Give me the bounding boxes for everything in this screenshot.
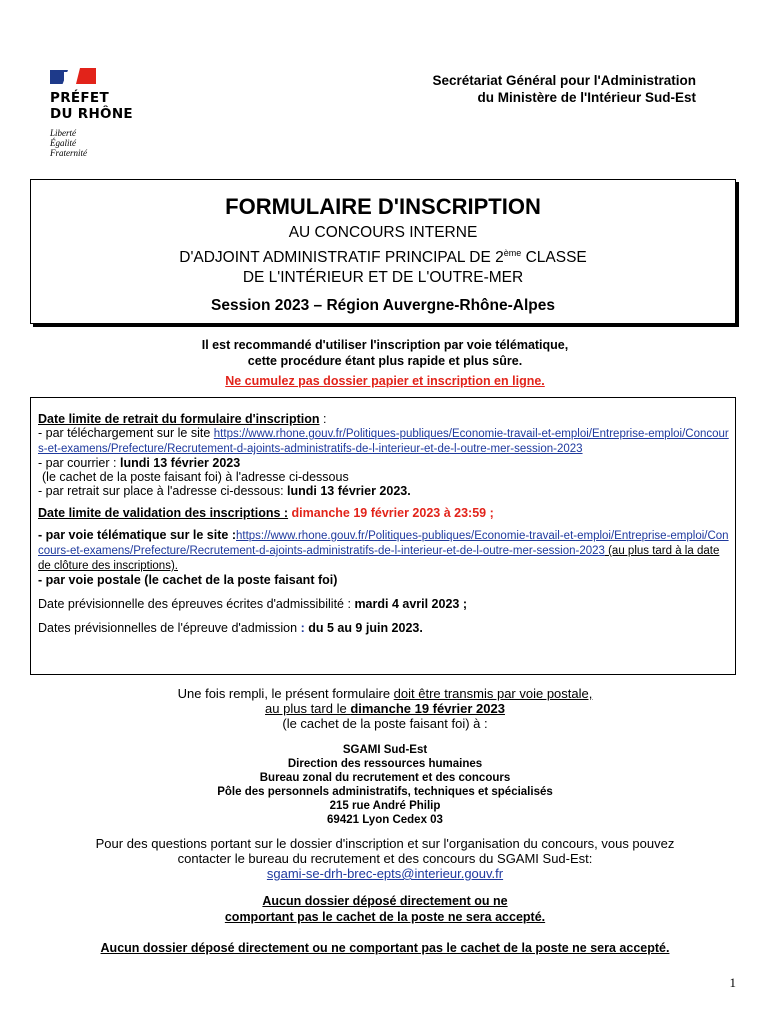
questions-line1: Pour des questions portant sur le dossier d'inscription et sur l'organisation du concours, vous pouvez xyxy=(95,836,675,851)
contact-email-link[interactable]: sgami-se-drh-brec-epts@interieur.gouv.fr xyxy=(266,866,504,881)
issuer-line1: Secrétariat Général pour l'Administration xyxy=(432,73,696,88)
questions-line2: contacter le bureau du recrutement et des concours du SGAMI Sud-Est: xyxy=(177,851,593,866)
after-line2: au plus tard le dimanche 19 février 2023 xyxy=(265,701,505,716)
validation-line: Date limite de validation des inscriptions : dimanche 19 février 2023 à 23:59 ; xyxy=(38,506,494,520)
telematique-line: - par voie télématique sur le site :https://www.rhone.gouv.fr/Politiques-publiques/Economie-travail-et-emploi/Entreprise-emploi/Concours-et-examens/Prefecture/Recrutement-d-ajoints-administratifs-de-l-interieur-et-de-l-outre-mer-session-2023 (au plus tard à la date de clôture des inscriptions). xyxy=(38,528,729,572)
issuer-header xyxy=(432,72,696,106)
address-line: Direction des ressources humaines xyxy=(287,758,483,770)
address-line: SGAMI Sud-Est xyxy=(342,744,428,756)
motto-egalite: Égalité xyxy=(50,138,76,148)
postal-address xyxy=(0,743,770,827)
recommendation-line1: Il est recommandé d'utiliser l'inscription par voie télématique, xyxy=(201,338,569,352)
notice1-line1: Aucun dossier déposé directement ou ne xyxy=(262,894,508,908)
session-title: Session 2023 – Région Auvergne-Rhône-Alpes xyxy=(211,297,555,315)
title-line2: D'ADJOINT ADMINISTRATIF PRINCIPAL DE 2ème CLASSE xyxy=(179,248,587,267)
address-line: 69421 Lyon Cedex 03 xyxy=(327,814,443,826)
notice-centered xyxy=(0,893,770,925)
postale-line: - par voie postale (le cachet de la poste faisant foi) xyxy=(38,573,338,587)
form-title: FORMULAIRE D'INSCRIPTION xyxy=(225,194,541,219)
motto-liberte: Liberté xyxy=(50,128,76,138)
address-line: 215 rue André Philip xyxy=(329,800,441,812)
logo-title-line1: PRÉFET xyxy=(50,90,109,106)
cachet-line: (le cachet de la poste faisant foi) à l'adresse ci-dessous xyxy=(42,470,349,484)
marianne-flag-icon xyxy=(50,68,98,86)
contact-info xyxy=(40,836,730,881)
recommendation-line2: cette procédure étant plus rapide et plus sûre. xyxy=(247,354,523,368)
title-line3: DE L'INTÉRIEUR ET DE L'OUTRE-MER xyxy=(242,269,524,287)
admission-line: Dates prévisionnelles de l'épreuve d'admission : du 5 au 9 juin 2023. xyxy=(38,621,423,635)
issuer-line2: du Ministère de l'Intérieur Sud-Est xyxy=(477,90,696,105)
after-line1: Une fois rempli, le présent formulaire doit être transmis par voie postale, xyxy=(177,686,593,701)
title-box xyxy=(30,179,736,324)
page-number: 1 xyxy=(729,975,736,990)
recommendation xyxy=(0,337,770,369)
download-link[interactable]: https://www.rhone.gouv.fr/Politiques-publiques/Economie-travail-et-emploi/Entreprise-emploi/Concours-et-examens/Prefecture/Recrutement-d-ajoints-administratifs-de-l-interieur-et-de-l-outre-mer-session-2023 xyxy=(38,428,729,455)
submission-instructions xyxy=(0,686,770,731)
address-line: Bureau zonal du recrutement et des concours xyxy=(259,772,511,784)
dates-box xyxy=(30,397,736,675)
address-line: Pôle des personnels administratifs, techniques et spécialisés xyxy=(217,786,553,798)
prefet-logo xyxy=(50,68,160,158)
place-line: - par retrait sur place à l'adresse ci-dessous: lundi 13 février 2023. xyxy=(38,484,411,498)
title-line1: AU CONCOURS INTERNE xyxy=(288,224,478,241)
logo-title-line2: DU RHÔNE xyxy=(50,106,133,122)
retrait-heading: Date limite de retrait du formulaire d'inscription xyxy=(38,412,320,426)
motto-fraternite: Fraternité xyxy=(50,148,87,158)
courrier-line: - par courrier : lundi 13 février 2023 xyxy=(38,456,241,470)
telematique-link[interactable]: https://www.rhone.gouv.fr/Politiques-publiques/Economie-travail-et-emploi/Entreprise-emploi/Concours-et-examens/Prefecture/Recrutement-d-ajoints-administratifs-de-l-interieur-et-de-l-outre-mer-session-2023 xyxy=(38,530,729,557)
notice1-line2: comportant pas le cachet de la poste ne sera accepté. xyxy=(224,910,546,924)
ecrites-line: Date prévisionnelle des épreuves écrites d'admissibilité : mardi 4 avril 2023 ; xyxy=(38,597,468,611)
warning-text: Ne cumulez pas dossier papier et inscription en ligne. xyxy=(225,374,545,388)
after-line3: (le cachet de la poste faisant foi) à : xyxy=(282,716,488,731)
retrait-section: Date limite de retrait du formulaire d'inscription : xyxy=(38,412,327,426)
notice-full: Aucun dossier déposé directement ou ne comportant pas le cachet de la poste ne sera accepté. xyxy=(100,941,670,955)
download-line: - par téléchargement sur le site https://www.rhone.gouv.fr/Politiques-publiques/Economie-travail-et-emploi/Entreprise-emploi/Concours-et-examens/Prefecture/Recrutement-d-ajoints-administratifs-de-l-interieur-et-de-l-outre-mer-session-2023 xyxy=(38,426,729,455)
